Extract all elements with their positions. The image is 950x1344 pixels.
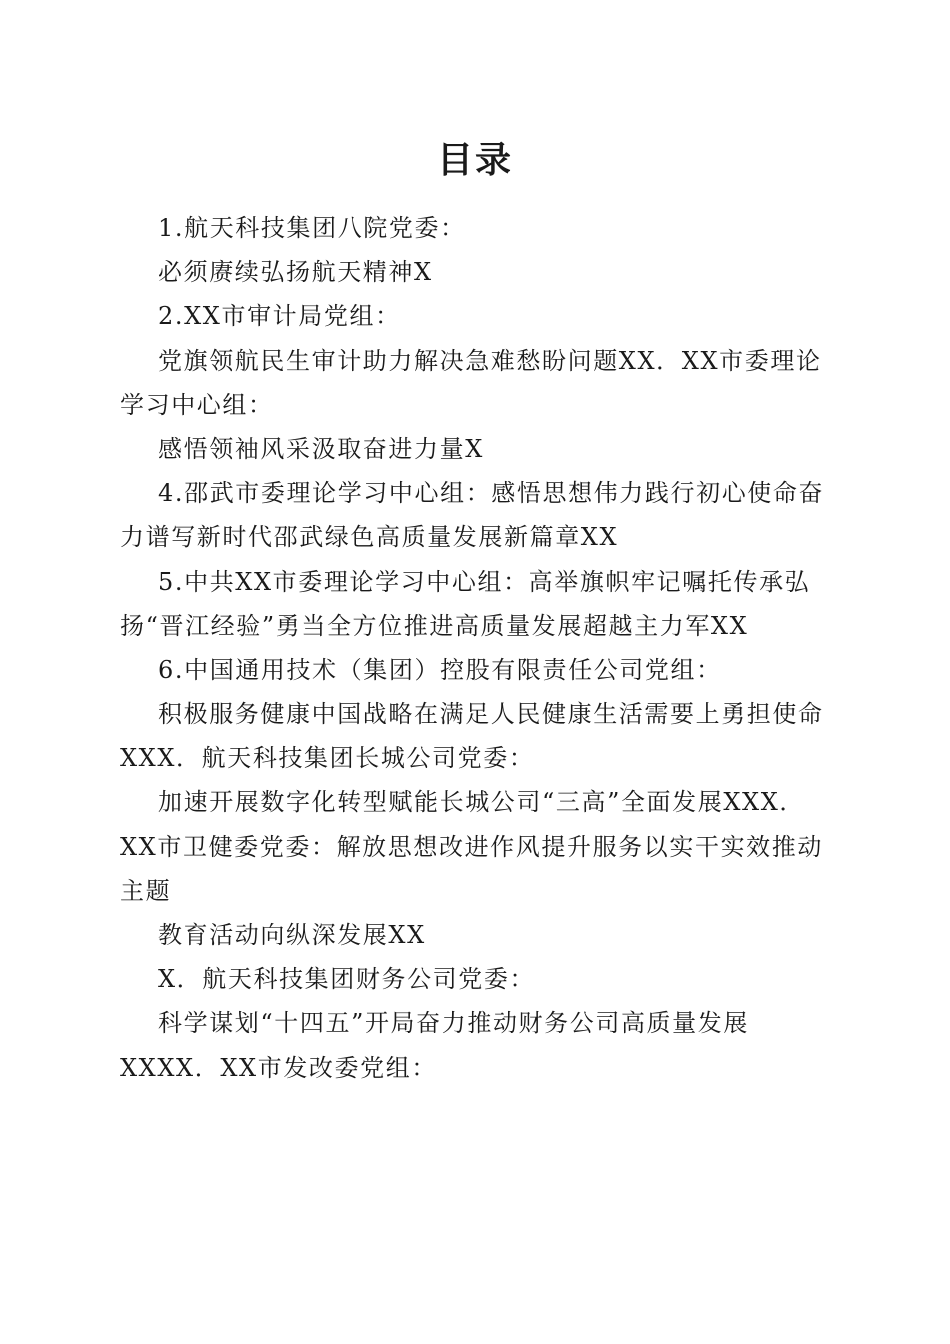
toc-line: 党旗领航民生审计助力解决急难愁盼问题XX．XX市委理论: [158, 346, 822, 375]
toc-line: 科学谋划“十四五”开局奋力推动财务公司高质量发展: [158, 1009, 749, 1038]
toc-line: 6.中国通用技术（集团）控股有限责任公司党组：: [158, 655, 722, 684]
toc-line: X．航天科技集团财务公司党委：: [158, 965, 536, 994]
toc-line: 必须赓续弘扬航天精神X: [158, 258, 433, 287]
toc-line: 1.航天科技集团八院党委：: [158, 214, 466, 242]
toc-line: XXXX．XX市发改委党组：: [120, 1053, 437, 1082]
toc-line: 2.XX市审计局党组：: [158, 302, 401, 331]
toc-line: 感悟领袖风采汲取奋进力量X: [158, 434, 484, 463]
toc-line: XXX．航天科技集团长城公司党委：: [120, 744, 535, 773]
toc-line: 4.邵武市委理论学习中心组：感悟思想伟力践行初心使命奋: [158, 479, 825, 508]
toc-line: 加速开展数字化转型赋能长城公司“三高”全面发展XXX．: [158, 788, 805, 817]
toc-line: 力谱写新时代邵武绿色高质量发展新篇章XX: [120, 523, 619, 552]
toc-line: 主题: [120, 876, 172, 905]
page-title: 目录: [436, 139, 513, 181]
toc-line: 教育活动向纵深发展XX: [158, 921, 426, 949]
toc-line: 5.中共XX市委理论学习中心组：高举旗帜牢记嘱托传承弘: [158, 567, 811, 596]
toc-line: 积极服务健康中国战略在满足人民健康生活需要上勇担使命: [158, 700, 824, 729]
table-of-contents: [120, 206, 832, 1090]
toc-line: 扬“晋江经验”勇当全方位推进高质量发展超越主力军XX: [120, 611, 749, 640]
toc-line: 学习中心组：: [120, 390, 274, 419]
toc-line: XX市卫健委党委：解放思想改进作风提升服务以实干实效推动: [120, 832, 823, 861]
